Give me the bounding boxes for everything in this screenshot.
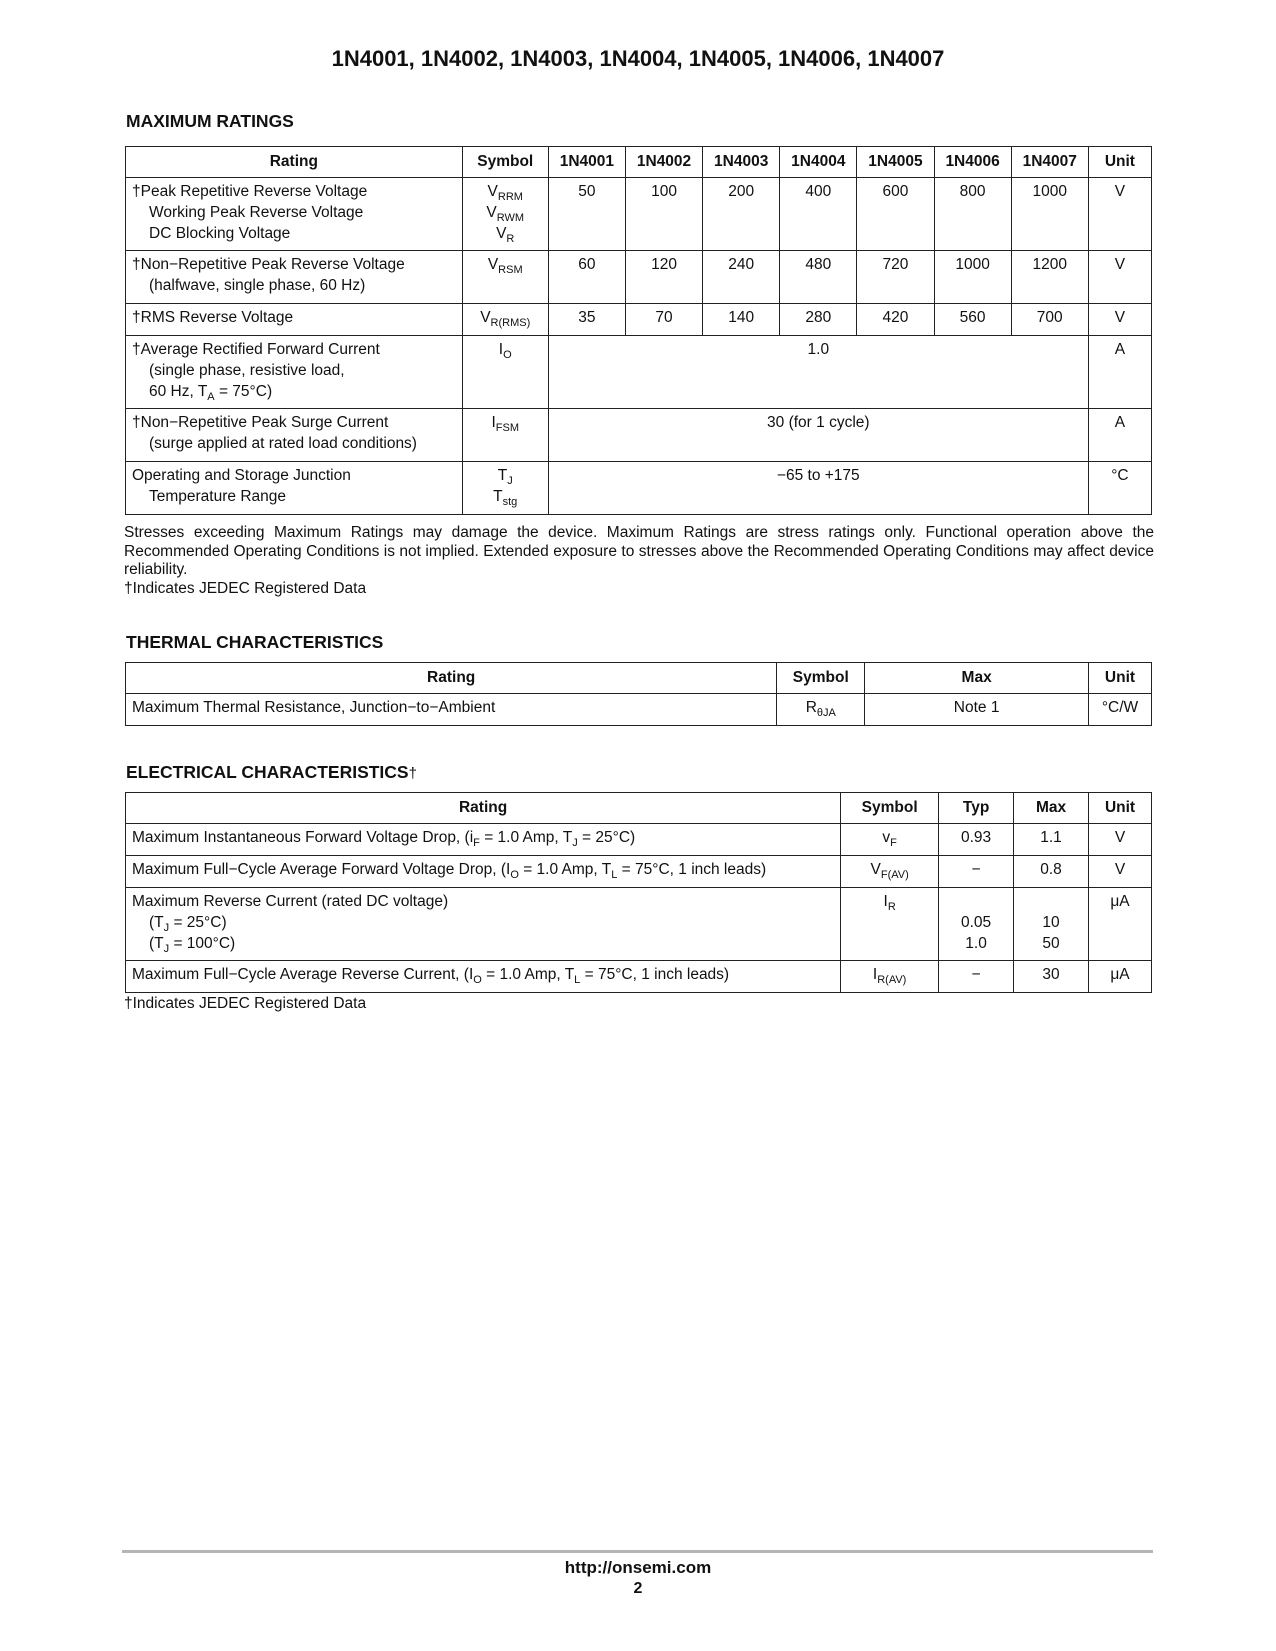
rating-cell: Maximum Full−Cycle Average Reverse Current, ($I_O = 1.0$ Amp, $T_L = 75^\circ C$, 1 inch leads) [126,961,841,993]
table-row [126,856,1152,888]
value-cell: 280 [780,304,857,336]
rating-cell [126,251,463,304]
table-row [126,462,1152,515]
column-header: Symbol [841,793,939,824]
symbol: $V_{RRM}$ [487,183,523,203]
column-header: Rating [126,663,777,694]
unit-cell: A [1088,409,1151,462]
rating-text: †Peak Repetitive Reverse Voltage [132,183,368,200]
rating-text: (single phase, resistive load, [149,362,345,379]
rating-text: Maximum Reverse Current (rated DC voltage) [132,893,449,910]
column-header: Max [865,663,1089,694]
rating-text: (surge applied at rated load conditions) [149,435,417,452]
symbol-cell [462,251,548,304]
column-header: 1N4003 [703,147,780,178]
max-ratings-heading: MAXIMUM RATINGS [126,111,294,131]
symbol-cell [462,462,548,515]
value-cell: 560 [934,304,1011,336]
unit-cell: V [1089,856,1152,888]
rating-text: 60 Hz, $T_A = 75^\circ C$) [149,383,273,403]
rating-cell: Maximum Thermal Resistance, Junction−to−Ambient [126,694,777,726]
rating-cell: Maximum Instantaneous Forward Voltage Drop, ($i_F = 1.0$ Amp, $T_J = 25^\circ C$) [126,824,841,856]
column-header: 1N4007 [1011,147,1088,178]
unit-cell: μA [1089,961,1152,993]
value-cell: 400 [780,178,857,251]
spanned-value-cell: 30 (for 1 cycle) [548,409,1088,462]
rating-cell [126,336,463,409]
table-row [126,336,1152,409]
rating-text: †RMS Reverse Voltage [132,309,294,326]
rating-cell [126,888,841,961]
rating-text: †Non−Repetitive Peak Reverse Voltage [132,256,405,273]
symbol-cell [462,304,548,336]
typ-cell: − [939,961,1014,993]
unit-cell: V [1088,178,1151,251]
stress-note: Stresses exceeding Maximum Ratings may damage the device. Maximum Ratings are stress ratings only. Functional operation above the Recommended Operating Conditions is not implied. Extended exposure to stresses above the Recommended Operating Conditions may affect device reliability. [124,524,1154,578]
column-header: 1N4004 [780,147,857,178]
table-header-row [126,663,1152,694]
typ-cell: − [939,856,1014,888]
rating-text: Working Peak Reverse Voltage [149,204,364,221]
column-header: Max [1014,793,1089,824]
rating-text: (halfwave, single phase, 60 Hz) [149,277,366,294]
spanned-value-cell: −65 to +175 [548,462,1088,515]
value-cell: 60 [548,251,625,304]
rating-cell [126,462,463,515]
table-row [126,178,1152,251]
electrical-jedec-note: †Indicates JEDEC Registered Data [124,995,367,1012]
rating-cell [126,178,463,251]
value-cell: 240 [703,251,780,304]
column-header: Symbol [777,663,865,694]
value-cell: 200 [703,178,780,251]
unit-cell: μA [1089,888,1152,961]
typ-cell: 0.93 [939,824,1014,856]
symbol: $V_{RSM}$ [487,256,523,276]
table-row [126,409,1152,462]
column-header: Rating [126,147,463,178]
rating-cell [126,304,463,336]
rating-cell [126,409,463,462]
table-row [126,251,1152,304]
value-cell: 50 [548,178,625,251]
spanned-value-cell: 1.0 [548,336,1088,409]
column-header: Unit [1089,663,1152,694]
rating-text: †Average Rectified Forward Current [132,341,380,358]
typ-cell: 0.05 1.0 [939,888,1014,961]
table-row [126,694,1152,726]
rating-cell: Maximum Full−Cycle Average Forward Voltage Drop, ($I_O = 1.0$ Amp, $T_L = 75^\circ C$, 1 inch leads) [126,856,841,888]
rating-text: †Non−Repetitive Peak Surge Current [132,414,389,431]
value-cell: 120 [625,251,702,304]
column-header: Unit [1089,793,1152,824]
electrical-heading: ELECTRICAL CHARACTERISTICS† [126,762,417,782]
unit-cell: A [1088,336,1151,409]
condition-text: $(T_J = 25^\circ C)$ [149,914,227,934]
rating-text: DC Blocking Voltage [149,225,291,242]
symbol: $T_{stg}$ [493,488,518,508]
unit-cell: V [1088,251,1151,304]
max-cell: 1.1 [1014,824,1089,856]
value-cell: 100 [625,178,702,251]
page-number: 2 [633,1580,643,1597]
symbol: $T_J$ [497,467,513,487]
unit-cell: °C [1088,462,1151,515]
value-cell: 420 [857,304,934,336]
jedec-note: †Indicates JEDEC Registered Data [124,580,367,597]
table-header-row [126,147,1152,178]
max-cell: 0.8 [1014,856,1089,888]
table-header-row [126,793,1152,824]
rating-text: Temperature Range [149,488,286,505]
condition-text: $(T_J = 100^\circ C)$ [149,935,236,955]
value-cell: 140 [703,304,780,336]
max-ratings-table [125,146,1152,515]
column-header: 1N4005 [857,147,934,178]
value-cell: 700 [1011,304,1088,336]
column-header: Rating [126,793,841,824]
symbol: $V_R$ [496,225,515,245]
electrical-table [125,792,1152,993]
symbol-cell: $I_R$ [841,888,939,961]
symbol-cell: $v_F$ [841,824,939,856]
symbol-cell: $R_{\theta JA}$ [777,694,865,726]
column-header: 1N4002 [625,147,702,178]
value-cell: 35 [548,304,625,336]
table-row [126,888,1152,961]
table-row [126,824,1152,856]
thermal-heading: THERMAL CHARACTERISTICS [126,632,384,652]
symbol: $I_O$ [498,341,512,361]
symbol: $V_{RWM}$ [486,204,525,224]
value-cell: 480 [780,251,857,304]
table-row [126,961,1152,993]
unit-cell: V [1088,304,1151,336]
value-cell: 1000 [934,251,1011,304]
symbol-cell [462,178,548,251]
value-cell: 600 [857,178,934,251]
max-cell: 30 [1014,961,1089,993]
value-cell: 1200 [1011,251,1088,304]
value-cell: 70 [625,304,702,336]
symbol-cell: $V_{F(AV)}$ [841,856,939,888]
symbol: $V_{R(RMS)}$ [480,309,531,329]
unit-cell: V [1089,824,1152,856]
symbol-cell: $I_{R(AV)}$ [841,961,939,993]
max-cell: Note 1 [865,694,1089,726]
max-cell: 10 50 [1014,888,1089,961]
column-header: 1N4006 [934,147,1011,178]
column-header: Symbol [462,147,548,178]
column-header: 1N4001 [548,147,625,178]
symbol: $I_{FSM}$ [491,414,519,434]
thermal-table [125,662,1152,726]
page-title: 1N4001, 1N4002, 1N4003, 1N4004, 1N4005, 1N4006, 1N4007 [331,46,945,71]
rating-text: Operating and Storage Junction [132,467,351,484]
column-header: Unit [1088,147,1151,178]
column-header: Typ [939,793,1014,824]
value-cell: 800 [934,178,1011,251]
footer-divider [122,1550,1153,1553]
unit-cell: °C/W [1089,694,1152,726]
symbol-cell [462,409,548,462]
symbol-cell [462,336,548,409]
footer-url-link[interactable]: http://onsemi.com [564,1558,712,1577]
value-cell: 1000 [1011,178,1088,251]
table-row [126,304,1152,336]
dagger-mark: † [408,765,417,782]
value-cell: 720 [857,251,934,304]
